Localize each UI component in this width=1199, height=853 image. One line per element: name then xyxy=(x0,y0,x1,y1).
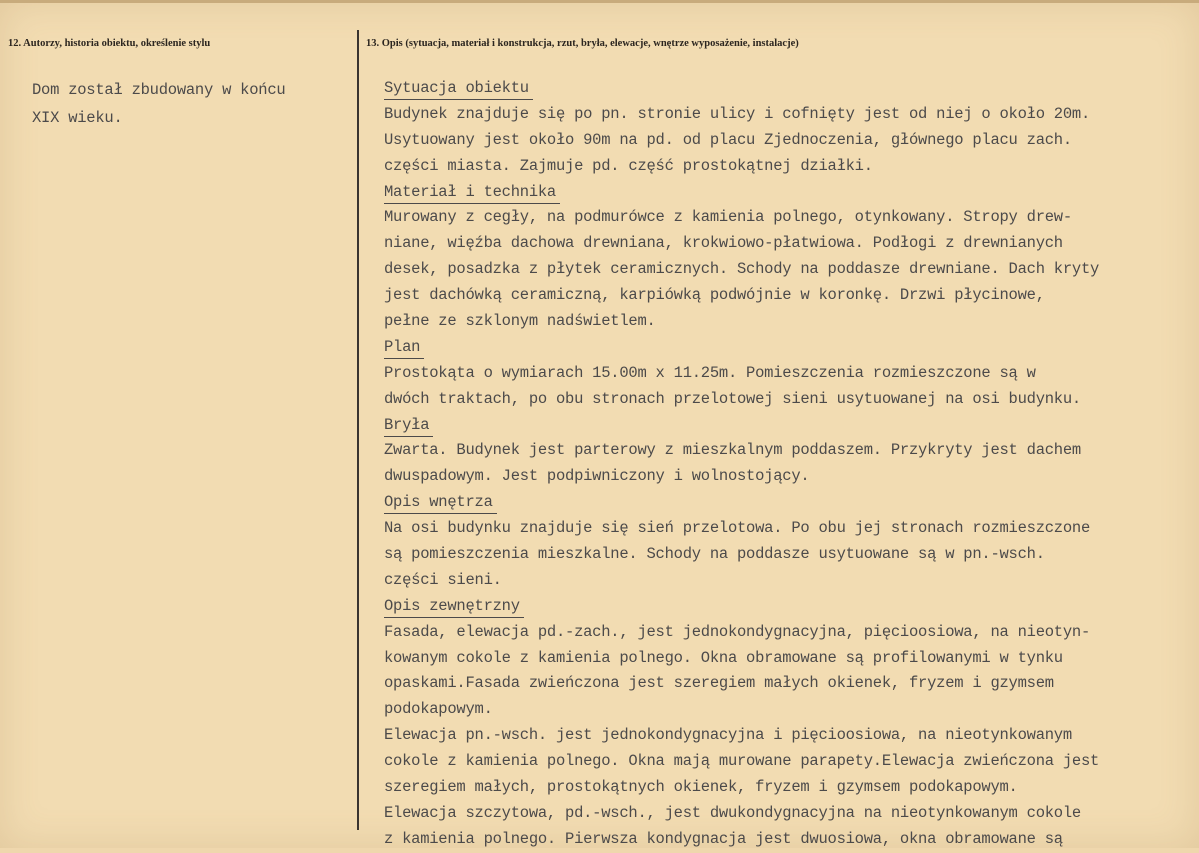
body-line: kowanym cokole z kamienia polnego. Okna obramowane są profilowanymi w tynku xyxy=(384,648,1063,667)
subheading-row xyxy=(384,335,1099,361)
column-divider xyxy=(357,30,359,830)
body-line: dwóch traktach, po obu stronach przelotowej sieni usytuowanej na osi budynku. xyxy=(384,389,1081,408)
body-line: podokapowym. xyxy=(384,700,493,719)
body-line: części sieni. xyxy=(384,570,502,589)
body-line: z kamienia polnego. Pierwsza kondygnacja jest dwuosiowa, okna obramowane są xyxy=(384,829,1063,848)
body-line: Usytuowany jest około 90m na pd. od placu Zjednoczenia, głównego placu zach. xyxy=(384,130,1072,149)
body-line: Budynek znajduje się po pn. stronie ulicy i cofnięty jest od niej o około 20m. xyxy=(384,104,1091,123)
body-line: Elewacja szczytowa, pd.-wsch., jest dwukondygnacyjna na nieotynkowanym cokole xyxy=(384,803,1081,822)
body-line: Na osi budynku znajduje się sień przelotowa. Po obu jej stronach rozmieszczone xyxy=(384,519,1091,538)
body-line: Dom został zbudowany w końcu xyxy=(32,81,286,99)
body-line: Zwarta. Budynek jest parterowy z mieszkalnym poddaszem. Przykryty jest dachem xyxy=(384,441,1081,460)
body-line: desek, posadzka z płytek ceramicznych. Schody na poddasze drewniane. Dach kryty xyxy=(384,260,1100,279)
body-line: Prostokąta o wymiarach 15.00m x 11.25m. Pomieszczenia rozmieszczone są w xyxy=(384,363,1036,382)
section-13-heading: 13. Opis (sytuacja, materiał i konstrukcja, rzut, bryła, elewacje, wnętrze wyposażenie, instalacje) xyxy=(366,38,799,49)
section-subheading: Opis wnętrza xyxy=(384,492,497,514)
body-line: Murowany z cegły, na podmurówce z kamienia polnego, otynkowany. Stropy drew- xyxy=(384,208,1072,227)
body-line: Elewacja pn.-wsch. jest jednokondygnacyjna i pięcioosiowa, na nieotynkowanym xyxy=(384,726,1072,745)
page-top-edge xyxy=(0,0,1199,3)
section-13-body xyxy=(384,76,1099,853)
body-line: cokole z kamienia polnego. Okna mają murowane parapety.Elewacja zwieńczona jest xyxy=(384,752,1100,771)
section-12-body xyxy=(32,76,285,132)
section-12-heading: 12. Autorzy, historia obiektu, określenie stylu xyxy=(8,38,211,49)
body-line: są pomieszczenia mieszkalne. Schody na poddasze usytuowane są w pn.-wsch. xyxy=(384,545,1045,564)
subheading-row xyxy=(384,180,1099,206)
body-line: jest dachówką ceramiczną, karpiówką podwójnie w koronkę. Drzwi płycinowe, xyxy=(384,286,1045,305)
subheading-row xyxy=(384,594,1099,620)
subheading-row xyxy=(384,413,1099,439)
body-line: szeregiem małych, prostokątnych okienek, fryzem i gzymsem podokapowym. xyxy=(384,778,1018,797)
subheading-row xyxy=(384,76,1099,102)
body-line: XIX wieku. xyxy=(32,109,123,127)
section-subheading: Materiał i technika xyxy=(384,182,560,204)
body-line: niane, więźba dachowa drewniana, krokwiowo-płatwiowa. Podłogi z drewnianych xyxy=(384,234,1063,253)
body-line: opaskami.Fasada zwieńczona jest szeregiem małych okienek, fryzem i gzymsem xyxy=(384,674,1054,693)
body-line: pełne ze szklonym nadświetlem. xyxy=(384,312,656,331)
section-subheading: Bryła xyxy=(384,415,433,437)
section-subheading: Opis zewnętrzny xyxy=(384,596,524,618)
subheading-row xyxy=(384,490,1099,516)
section-subheading: Plan xyxy=(384,337,424,359)
body-line: dwuspadowym. Jest podpiwniczony i wolnostojący. xyxy=(384,467,810,486)
section-subheading: Sytuacja obiektu xyxy=(384,78,533,100)
body-line: Fasada, elewacja pd.-zach., jest jednokondygnacyjna, pięcioosiowa, na nieotyn- xyxy=(384,622,1091,641)
body-line: części miasta. Zajmuje pd. część prostokątnej działki. xyxy=(384,156,873,175)
